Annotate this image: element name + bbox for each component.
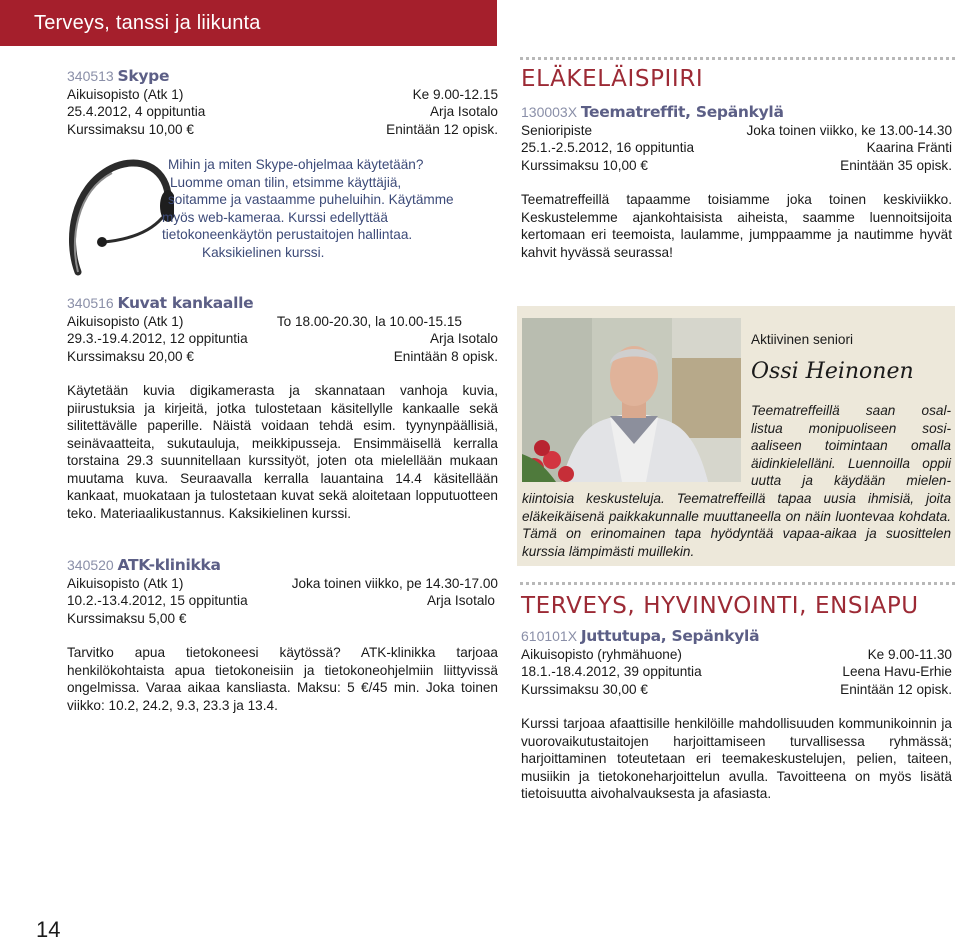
course-heading xyxy=(521,104,952,122)
course-description: Mihin ja miten Skype-ohjelmaa käytetään? Luomme oman tilin, etsimme käyttäjiä, soitamme ja vastaamme puheluihin. Käytämme myös web-kameraa. Kurssi edellyttää tietokoneenkäytön perustaitojen hallintaa. Kaksikielinen kurssi. xyxy=(162,157,454,260)
course-code: 340513 xyxy=(67,68,114,84)
course-juttutupa xyxy=(521,628,952,803)
senior-label: Aktiivinen seniori xyxy=(751,332,853,347)
course-code: 130003X xyxy=(521,104,578,120)
course-info-row: 10.2.-13.4.2012, 15 oppituntia Arja Isotalo xyxy=(67,593,495,608)
course-code: 610101X xyxy=(521,628,578,644)
section-title-terveys: TERVEYS, HYVINVOINTI, ENSIAPU xyxy=(521,593,919,619)
senior-quote-rest: kiintoisia keskusteluja. Teematreffeillä tapaa uusia ihmisiä, joita eläkeikäisenä paikkakunnalle muuttaneella on näin luontevaa kohdata. Tämä on erinomainen tapa hyödyntää vapaa-aikaa ja suosittelen kurssia lämpimästi muillekin. xyxy=(522,491,951,559)
course-name: Kuvat kankaalle xyxy=(117,294,254,312)
course-name: Skype xyxy=(117,67,170,85)
course-kuvat-kankaalle xyxy=(67,295,498,522)
course-info-row: Kurssimaksu 20,00 € Enintään 8 opisk. xyxy=(67,348,498,364)
course-heading xyxy=(521,628,952,646)
course-info-row: Aikuisopisto (Atk 1) Joka toinen viikko, pe 14.30-17.00 xyxy=(67,575,498,591)
course-heading xyxy=(67,557,498,575)
senior-name: Ossi Heinonen xyxy=(751,359,914,384)
course-heading xyxy=(67,295,498,313)
senior-quote-side: Teematreffeillä saan osal- listua monipuoliseen sosi- aaliseen toimintaan omalla äidinkielelläni. Luennoilla oppii uutta ja käydään mielen- xyxy=(751,403,951,488)
course-info-row: Aikuisopisto (Atk 1) Ke 9.00-12.15 xyxy=(67,86,498,102)
course-description: Käytetään kuvia digikamerasta ja skannataan vanhoja kuvia, piirustuksia ja kirjeitä, jotka tulostetaan käsitellylle kankaalle sekä silitettävälle paperille. Näistä voidaan tehdä esim. tyynynpäällisiä, seinävaatteita, sukutauluja, meikkipusseja. Ensimmäisellä kerralla torstaina 29.3 suunnitellaan kurssityöt, joten ota mielellään mukaan muutama kuva. Seuraavalla kerralla lauantaina 14.4 käsitellään kankaat, muokataan ja tulostetaan kuvat sekä aloitetaan lopputuotteen teko. Materiaalikustannus. Kaksikielinen kurssi. xyxy=(67,383,498,521)
course-description: Kurssi tarjoaa afaattisille henkilöille mahdollisuuden kommunikoinnin ja vuorovaikutustaitojen harjoittamiseen turvallisessa ryhmässä; harjoittaminen toteutetaan eri teemakeskustelujen, pelien, taiteen, musiikin ja tietokoneharjoittelun avulla. Tavoitteena on myös lisätä tietoisuutta aivohalvauksesta ja afasiasta. xyxy=(521,716,952,801)
course-info-row: 18.1.-18.4.2012, 39 oppituntia Leena Havu-Erhie xyxy=(521,664,952,679)
page-number: 14 xyxy=(36,917,61,940)
course-description: Teematreffeillä tapaamme toisiamme joka toinen keskiviikko. Keskustelemme ajankohtaisista aiheista, saamme luennoitsijoita kertomaan eri teemoista, laulamme, jumppaamme ja nautimme hyvät kahvit hyvässä seurassa! xyxy=(521,192,952,260)
course-info-row: Aikuisopisto (Atk 1) To 18.00-20.30, la 10.00-15.15 xyxy=(67,313,462,329)
course-info-row: Kurssimaksu 30,00 € Enintään 12 opisk. xyxy=(521,681,952,697)
course-name: ATK-klinikka xyxy=(117,556,221,574)
course-atk-klinikka xyxy=(67,557,498,714)
section-divider xyxy=(520,582,955,585)
course-name: Teematreffit, Sepänkylä xyxy=(580,103,784,121)
course-info-row: 25.4.2012, 4 oppituntia Arja Isotalo xyxy=(67,104,498,119)
section-divider xyxy=(520,57,955,60)
course-info-row: Aikuisopisto (ryhmähuone) Ke 9.00-11.30 xyxy=(521,646,952,662)
course-skype xyxy=(67,68,498,138)
course-heading xyxy=(67,68,498,86)
course-description: Tarvitko apua tietokoneesi käytössä? ATK-klinikka tarjoaa henkilökohtaista apua tietokoneisiin ja tietokoneohjelmiin liittyvissä ongelmissa. Varaa aikaa kansliasta. Maksu: 5 €/45 min. Joka toinen viikko: 10.2, 24.2, 9.3, 23.3 ja 13.4. xyxy=(67,645,498,713)
course-teematreffit xyxy=(521,104,952,261)
section-title-elakelaispiiri: ELÄKELÄISPIIRI xyxy=(521,66,704,92)
senior-photo xyxy=(522,318,741,482)
course-info-row: 25.1.-2.5.2012, 16 oppituntia Kaarina Fränti xyxy=(521,140,952,155)
section-header xyxy=(0,0,497,46)
course-info-row: Kurssimaksu 10,00 € Enintään 12 opisk. xyxy=(67,121,498,137)
section-header-title: Terveys, tanssi ja liikunta xyxy=(34,12,261,34)
course-code: 340516 xyxy=(67,295,114,311)
course-code: 340520 xyxy=(67,557,114,573)
course-info-row: Kurssimaksu 10,00 € Enintään 35 opisk. xyxy=(521,157,952,173)
course-info-row: Kurssimaksu 5,00 € xyxy=(67,610,187,626)
portrait-image xyxy=(522,318,741,482)
course-info-row: 29.3.-19.4.2012, 12 oppituntia Arja Isotalo xyxy=(67,331,498,346)
course-info-row: Senioripiste Joka toinen viikko, ke 13.00-14.30 xyxy=(521,122,952,138)
headset-icon xyxy=(64,148,174,276)
course-name: Juttutupa, Sepänkylä xyxy=(580,627,760,645)
